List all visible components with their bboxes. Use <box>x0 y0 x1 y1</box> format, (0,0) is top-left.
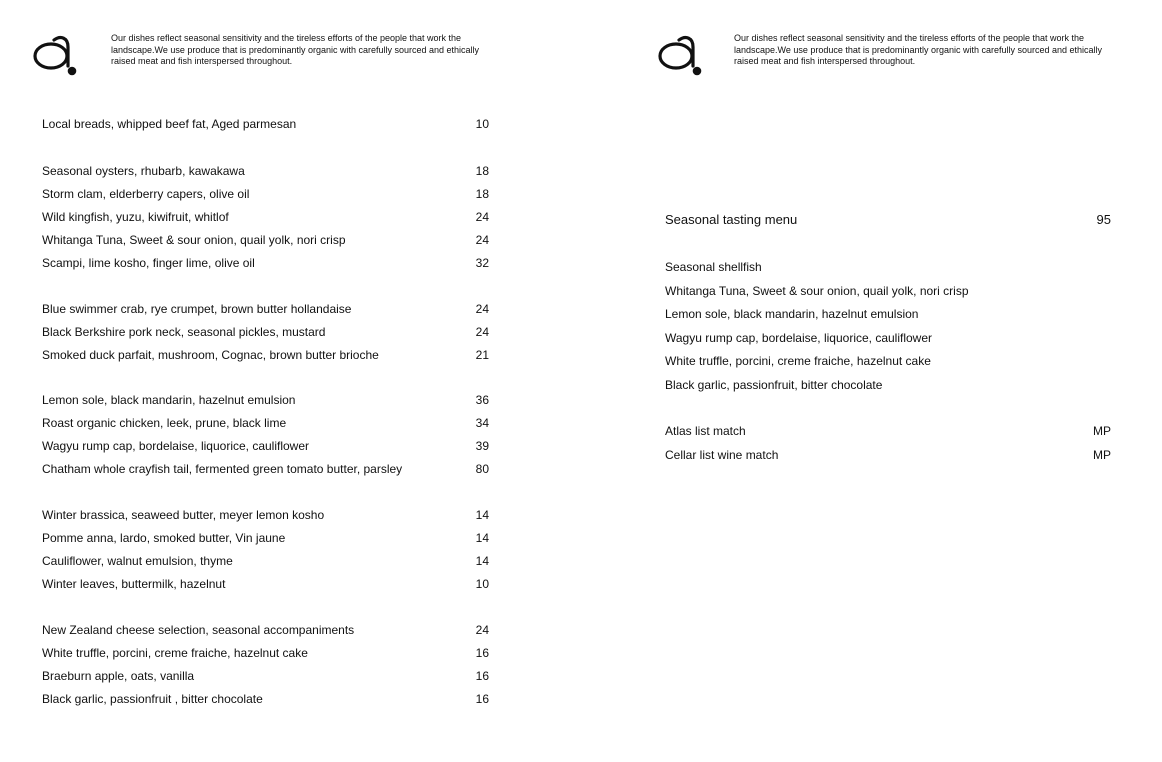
course-name: Seasonal shellfish <box>665 260 762 274</box>
dish-price: 16 <box>475 646 489 660</box>
intro-text: Our dishes reflect seasonal sensitivity and the tireless efforts of the people that work the landscape.We use produce that is predominantly organic with carefully sourced and ethically raised meat and fish interspersed throughout. <box>111 33 480 66</box>
tasting-course <box>665 329 1111 347</box>
tasting-menu-title: Seasonal tasting menu <box>665 212 798 227</box>
dish-price: 36 <box>475 393 489 407</box>
menu-item-sides-2 <box>42 529 489 547</box>
dish-name: Chatham whole crayfish tail, fermented green tomato butter, parsley <box>42 462 403 476</box>
dish-price: 80 <box>475 462 489 476</box>
tasting-course <box>665 376 1111 394</box>
dish-name: Black garlic, passionfruit , bitter chocolate <box>42 692 263 706</box>
menu-item-mains-3 <box>42 437 489 455</box>
intro-text: Our dishes reflect seasonal sensitivity and the tireless efforts of the people that work the landscape.We use produce that is predominantly organic with carefully sourced and ethically raised meat and fish interspersed throughout. <box>734 33 1103 66</box>
dish-name: Local breads, whipped beef fat, Aged parmesan <box>42 117 297 131</box>
tasting-course <box>665 282 1111 300</box>
menu-item-raw-3 <box>42 208 489 226</box>
dish-price: 14 <box>475 508 489 522</box>
course-name: White truffle, porcini, creme fraiche, hazelnut cake <box>665 354 931 368</box>
wine-match-price: MP <box>1093 424 1111 438</box>
dish-name: Cauliflower, walnut emulsion, thyme <box>42 554 233 568</box>
menu-item-mains-4 <box>42 460 489 478</box>
dish-price: 32 <box>475 256 489 270</box>
dish-price: 16 <box>475 669 489 683</box>
menu-item-desserts-2 <box>42 644 489 662</box>
wine-match-atlas <box>665 422 1111 440</box>
menu-item-sides-3 <box>42 552 489 570</box>
menu-page-right <box>581 0 1162 762</box>
tasting-menu-price: 95 <box>1096 212 1111 227</box>
dish-name: Winter brassica, seaweed butter, meyer lemon kosho <box>42 508 325 522</box>
dish-name: White truffle, porcini, creme fraiche, hazelnut cake <box>42 646 308 660</box>
atlas-a-logo-icon <box>28 16 80 78</box>
dish-name: Roast organic chicken, leek, prune, black lime <box>42 416 287 430</box>
wine-match-cellar <box>665 446 1111 464</box>
wine-match-name: Cellar list wine match <box>665 448 779 462</box>
dish-name: Wild kingfish, yuzu, kiwifruit, whitlof <box>42 210 229 224</box>
menu-item-sides-1 <box>42 506 489 524</box>
dish-price: 24 <box>475 233 489 247</box>
dish-name: Pomme anna, lardo, smoked butter, Vin jaune <box>42 531 286 545</box>
menu-item-raw-1 <box>42 162 489 180</box>
dish-price: 24 <box>475 325 489 339</box>
tasting-course <box>665 352 1111 370</box>
dish-name: Braeburn apple, oats, vanilla <box>42 669 195 683</box>
menu-item-desserts-3 <box>42 667 489 685</box>
menu-item-small-3 <box>42 346 489 364</box>
menu-item-raw-5 <box>42 254 489 272</box>
menu-item-sides-4 <box>42 575 489 593</box>
course-name: Lemon sole, black mandarin, hazelnut emulsion <box>665 307 919 321</box>
menu-item-mains-2 <box>42 414 489 432</box>
dish-name: Wagyu rump cap, bordelaise, liquorice, cauliflower <box>42 439 310 453</box>
dish-name: New Zealand cheese selection, seasonal accompaniments <box>42 623 355 637</box>
tasting-course <box>665 258 1111 276</box>
dish-price: 10 <box>475 117 489 131</box>
tasting-course <box>665 305 1111 323</box>
menu-item-small-2 <box>42 323 489 341</box>
wine-match-price: MP <box>1093 448 1111 462</box>
menu-item-desserts-4 <box>42 690 489 708</box>
dish-price: 14 <box>475 554 489 568</box>
dish-name: Scampi, lime kosho, finger lime, olive oil <box>42 256 255 270</box>
course-name: Wagyu rump cap, bordelaise, liquorice, cauliflower <box>665 331 933 345</box>
dish-price: 16 <box>475 692 489 706</box>
dish-price: 18 <box>475 164 489 178</box>
dish-price: 21 <box>475 348 489 362</box>
menu-item-breads-1 <box>42 115 489 133</box>
dish-price: 39 <box>475 439 489 453</box>
dish-price: 24 <box>475 302 489 316</box>
dish-name: Whitanga Tuna, Sweet & sour onion, quail yolk, nori crisp <box>42 233 346 247</box>
course-name: Black garlic, passionfruit, bitter chocolate <box>665 378 883 392</box>
dish-price: 24 <box>475 623 489 637</box>
menu-item-raw-4 <box>42 231 489 249</box>
dish-name: Blue swimmer crab, rye crumpet, brown butter hollandaise <box>42 302 352 316</box>
menu-item-raw-2 <box>42 185 489 203</box>
dish-price: 24 <box>475 210 489 224</box>
menu-item-small-1 <box>42 300 489 318</box>
dish-price: 14 <box>475 531 489 545</box>
dish-price: 34 <box>475 416 489 430</box>
wine-match-name: Atlas list match <box>665 424 746 438</box>
dish-name: Smoked duck parfait, mushroom, Cognac, brown butter brioche <box>42 348 379 362</box>
menu-item-mains-1 <box>42 391 489 409</box>
dish-name: Black Berkshire pork neck, seasonal pickles, mustard <box>42 325 326 339</box>
dish-price: 18 <box>475 187 489 201</box>
dish-price: 10 <box>475 577 489 591</box>
dish-name: Seasonal oysters, rhubarb, kawakawa <box>42 164 245 178</box>
menu-item-desserts-1 <box>42 621 489 639</box>
dish-name: Winter leaves, buttermilk, hazelnut <box>42 577 226 591</box>
tasting-menu-header <box>665 211 1111 229</box>
course-name: Whitanga Tuna, Sweet & sour onion, quail yolk, nori crisp <box>665 284 969 298</box>
dish-name: Lemon sole, black mandarin, hazelnut emulsion <box>42 393 296 407</box>
atlas-a-logo-icon <box>653 16 705 78</box>
dish-name: Storm clam, elderberry capers, olive oil <box>42 187 250 201</box>
